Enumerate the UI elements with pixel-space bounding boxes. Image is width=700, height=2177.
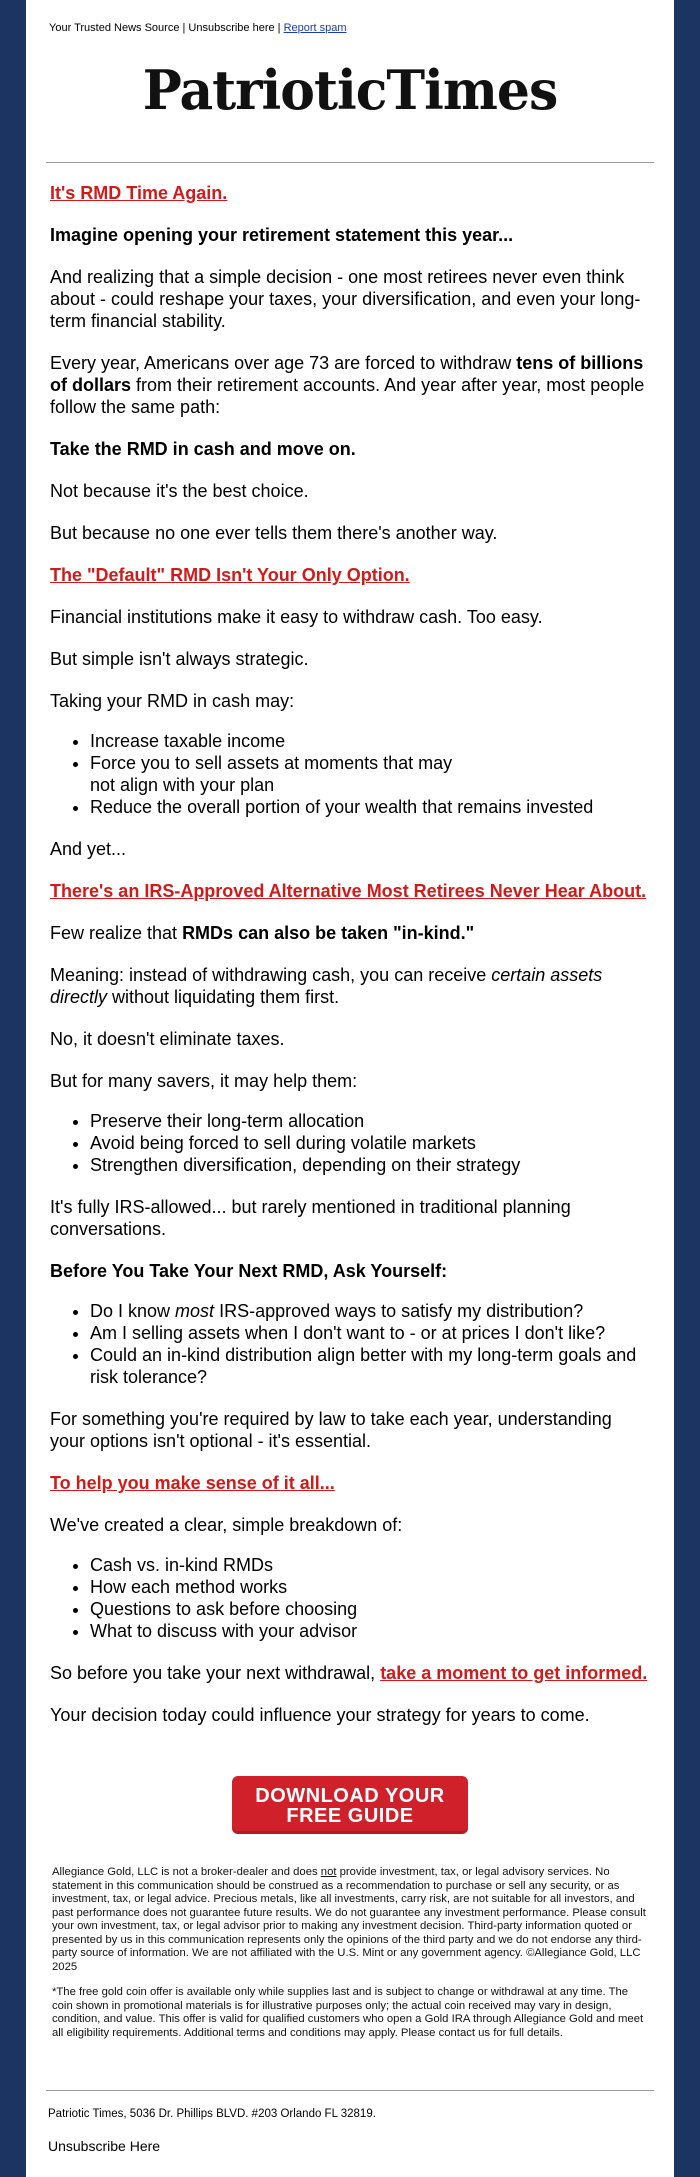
heading-default-rmd: The "Default" RMD Isn't Your Only Option.: [50, 565, 410, 585]
list-item: • Preserve their long-term allocation: [90, 1110, 650, 1132]
heading-rmd-time: It's RMD Time Again.: [50, 183, 228, 203]
list-item: • Avoid being forced to sell during volatile markets: [90, 1132, 650, 1154]
list-cash-effects: [50, 730, 650, 818]
paragraph: And yet...: [50, 839, 127, 859]
paragraph: Take the RMD in cash and move on.: [50, 439, 356, 459]
heading-irs-alternative: There's an IRS-Approved Alternative Most Retirees Never Hear About.: [50, 881, 647, 901]
list-item: • Could an in-kind distribution align better with my long-term goals and risk tolerance?: [90, 1344, 650, 1388]
paragraph: Taking your RMD in cash may:: [50, 691, 295, 711]
download-guide-button[interactable]: [232, 1776, 468, 1834]
list-questions: [50, 1300, 650, 1388]
unsubscribe-link[interactable]: Unsubscribe Here: [48, 2138, 161, 2154]
paragraph: So before you take your next withdrawal, take a moment to get informed.: [50, 1663, 648, 1683]
list-item: • Strengthen diversification, depending on their strategy: [90, 1154, 650, 1176]
disclaimer-paragraph: *The free gold coin offer is available only while supplies last and is subject to change or withdrawal at any time. The coin shown in promotional materials is for illustrative purposes only; the actual coin received may vary in design, condition, and value. This offer is valid for qualified customers who open a Gold IRA through Allegiance Gold and meet all eligibility requirements. Additional terms and conditions may apply. Please contact us for full details.: [52, 1986, 644, 2039]
divider: [46, 162, 654, 163]
paragraph: Your decision today could influence your strategy for years to come.: [50, 1705, 590, 1725]
paragraph: Every year, Americans over age 73 are forced to withdraw tens of billions of dollars from their retirement accounts. And year after year, most people follow the same path:: [50, 353, 645, 417]
cta-line-2: FREE GUIDE: [286, 1805, 414, 1827]
paragraph: Imagine opening your retirement statement this year...: [50, 225, 514, 245]
list-item: • Do I know most IRS-approved ways to satisfy my distribution?: [90, 1300, 650, 1322]
cta-line-1: DOWNLOAD YOUR: [255, 1785, 445, 1807]
paragraph: Meaning: instead of withdrawing cash, you can receive certain assets directly without liquidating them first.: [50, 965, 603, 1007]
disclaimer-paragraph: Allegiance Gold, LLC is not a broker-dealer and does not provide investment, tax, or legal advisory services. No statement in this communication should be construed as a recommendation to purchase or sell any security, or as investment, tax, or legal advice. Precious metals, like all investments, carry risk, are not suitable for all investors, and past performance does not guarantee future results. We do not guarantee any investment performance. Please consult your own investment, tax, or legal advisor prior to making any investment decision. Third-party information quoted or presented by us in this communication represents only the opinions of the third party and we do not endorse any third-party source of information. We are not affiliated with the U.S. Mint or any government agency. ©Allegiance Gold, LLC 2025: [52, 1866, 646, 1973]
heading-make-sense: To help you make sense of it all...: [50, 1473, 335, 1493]
paragraph: Few realize that RMDs can also be taken "in-kind.": [50, 923, 475, 943]
list-item: • Questions to ask before choosing: [90, 1598, 650, 1620]
email-sheet: [26, 0, 674, 2177]
heading-ask-yourself: Before You Take Your Next RMD, Ask Yourself:: [50, 1261, 448, 1281]
list-item: • Force you to sell assets at moments that may not align with your plan: [90, 752, 650, 796]
list-item: • Am I selling assets when I don't want to - or at prices I don't like?: [90, 1322, 650, 1344]
cta-wrapper: [26, 1776, 674, 1834]
paragraph: Not because it's the best choice.: [50, 481, 309, 501]
article-body: [50, 182, 650, 1746]
paragraph: But for many savers, it may help them:: [50, 1071, 358, 1091]
logo: PatrioticTimes: [142, 58, 558, 123]
paragraph: It's fully IRS-allowed... but rarely mentioned in traditional planning conversations.: [50, 1197, 571, 1239]
list-breakdown: [50, 1554, 650, 1642]
header-tagline: Your Trusted News Source | Unsubscribe here |: [49, 22, 284, 34]
report-spam-link[interactable]: Report spam: [283, 22, 347, 34]
paragraph: No, it doesn't eliminate taxes.: [50, 1029, 285, 1049]
divider: [46, 2090, 654, 2091]
list-item: • How each method works: [90, 1576, 650, 1598]
paragraph: For something you're required by law to take each year, understanding your options isn't optional - it's essential.: [50, 1409, 612, 1451]
list-item: • Cash vs. in-kind RMDs: [90, 1554, 650, 1576]
paragraph: We've created a clear, simple breakdown of:: [50, 1515, 403, 1535]
disclaimer: [52, 1866, 650, 2052]
paragraph: Financial institutions make it easy to withdraw cash. Too easy.: [50, 607, 543, 627]
list-benefits: [50, 1110, 650, 1176]
list-item: • Increase taxable income: [90, 730, 650, 752]
paragraph: And realizing that a simple decision - one most retirees never even think about - could reshape your taxes, your diversification, and even your long-term financial stability.: [50, 267, 641, 331]
paragraph: But simple isn't always strategic.: [50, 649, 309, 669]
paragraph: But because no one ever tells them there's another way.: [50, 523, 498, 543]
list-item: • What to discuss with your advisor: [90, 1620, 650, 1642]
list-item: • Reduce the overall portion of your wealth that remains invested: [90, 796, 650, 818]
header-topbar: [49, 22, 347, 34]
footer-address: Patriotic Times, 5036 Dr. Phillips BLVD. #203 Orlando FL 32819.: [48, 2108, 376, 2120]
get-informed-link[interactable]: take a moment to get informed.: [380, 1663, 648, 1683]
